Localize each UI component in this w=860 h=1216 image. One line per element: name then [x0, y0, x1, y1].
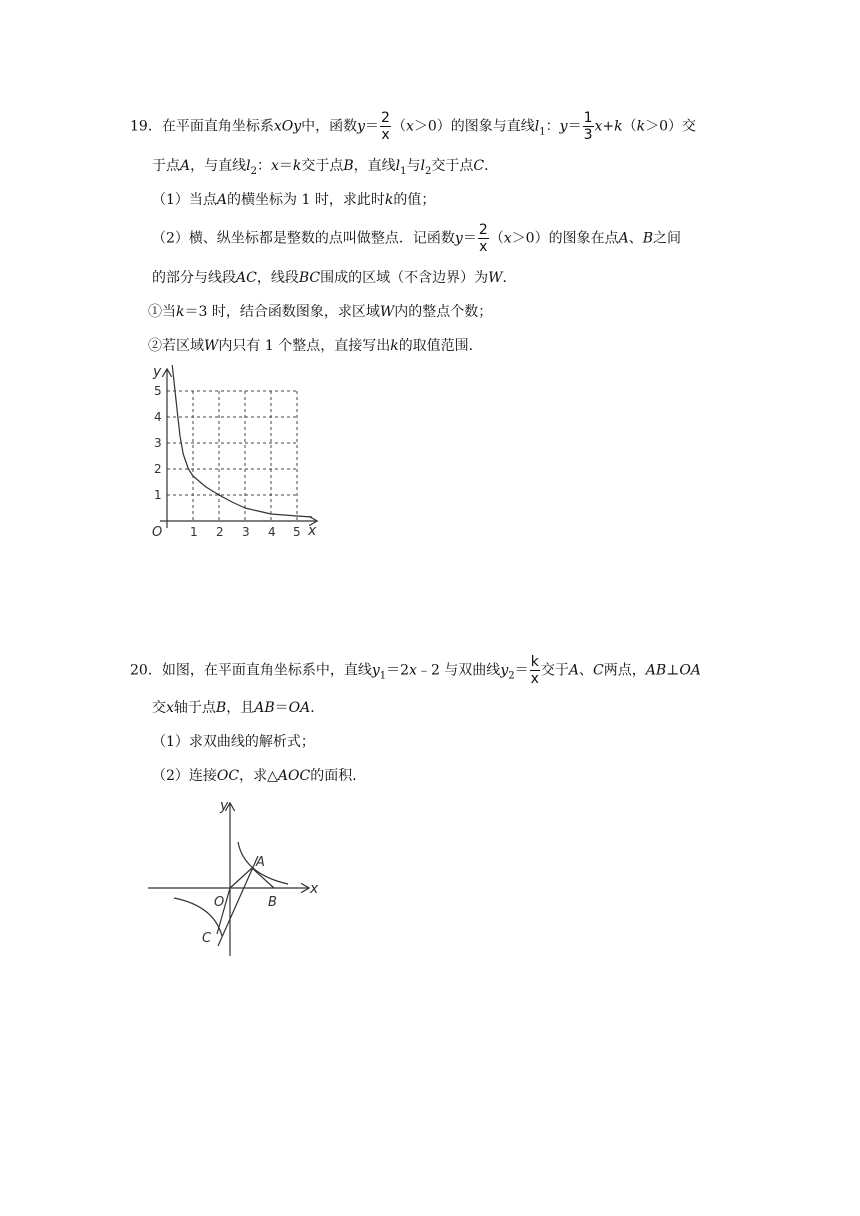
q20-text: 交于	[540, 662, 569, 679]
q20-figure	[140, 794, 340, 964]
q19-text: ＞0）	[413, 118, 451, 135]
equals-sign: ＝	[567, 118, 582, 135]
subscript: 2	[250, 165, 257, 177]
fraction-numerator: 2	[478, 222, 488, 238]
q19-graph	[140, 362, 340, 542]
q19-part-2-cont	[152, 268, 516, 288]
var-y: y	[454, 230, 463, 247]
y-tick-label: 5	[154, 384, 162, 398]
q20-text: 交	[152, 700, 166, 716]
q20-text: ＝2	[386, 662, 410, 679]
q20-part-1	[152, 732, 315, 752]
var-y: y	[357, 118, 366, 135]
x-tick-label: 5	[293, 525, 301, 539]
q19-text: （1）当点	[152, 192, 217, 208]
y-tick-label: 4	[154, 410, 162, 424]
subscript: 1	[400, 165, 407, 177]
point-c: C	[473, 158, 485, 174]
origin-label: O	[214, 895, 225, 910]
q19-text: 的图象在点	[548, 230, 619, 247]
fraction-denominator: x	[479, 239, 488, 255]
x-tick-label: 3	[242, 525, 250, 539]
point-a: A	[180, 158, 191, 174]
q20-text: 两点，	[603, 662, 646, 679]
q20-text: 的面积．	[310, 768, 367, 784]
q19-line-2	[152, 156, 498, 182]
point-a: A	[568, 662, 580, 679]
q19-sub-1	[148, 302, 492, 322]
fraction-1-over-3	[583, 110, 594, 143]
subscript: 1	[379, 670, 387, 682]
fraction-numerator: 1	[583, 110, 593, 126]
y-axis-label: y	[220, 798, 229, 814]
q19-part-1	[152, 190, 435, 210]
equals-sign: ＝	[462, 230, 477, 247]
fraction-numerator: k	[530, 654, 539, 670]
q19-text: ：	[545, 118, 560, 135]
q19-text: 内只有 1 个整点，直接写出	[218, 338, 391, 354]
var-l: l	[534, 118, 540, 135]
q20-text: ，且	[226, 700, 255, 716]
q20-text: 、	[579, 662, 594, 679]
fraction-2-over-x	[478, 222, 489, 255]
q20-part-2	[152, 766, 366, 786]
q19-text: 的横坐标为 1 时，求此时	[227, 192, 385, 208]
fraction-numerator: 2	[381, 110, 390, 126]
segment-ab: AB	[645, 662, 667, 679]
point-a: A	[216, 192, 228, 208]
y-tick-label: 3	[154, 436, 162, 450]
q19-text: ，线段	[256, 270, 299, 286]
q19-text: 当	[162, 304, 176, 320]
y-tick-label: 1	[154, 488, 162, 502]
fraction-2-over-x	[380, 110, 391, 143]
q19-text: ＝3 时，结合函数图象，求区域	[184, 304, 380, 320]
var-k: k	[636, 118, 646, 135]
x-axis-label: x	[308, 523, 317, 539]
fraction-denominator: 3	[583, 127, 593, 143]
circled-number-1: ①	[148, 304, 162, 320]
fraction-denominator: x	[381, 127, 390, 143]
q19-text: ：	[256, 158, 271, 174]
var-x: x	[270, 158, 279, 174]
x-axis-label: x	[310, 881, 319, 897]
origin-label: O	[152, 525, 163, 540]
var-x: x	[409, 662, 417, 679]
equals-sign: ＝	[274, 700, 289, 716]
q19-text: ．	[484, 158, 499, 174]
q19-sub-2	[148, 336, 483, 356]
q20-text: ﹣2 与双曲线	[416, 662, 501, 679]
equals-sign: ＝	[514, 662, 529, 679]
q19-text: 与	[406, 158, 421, 174]
triangle-aoc: AOC	[277, 768, 311, 784]
q20-text: （1）求双曲线的解析式；	[152, 734, 315, 750]
segment-oc: OC	[216, 768, 240, 784]
var-l: l	[420, 158, 426, 174]
q19-text: （	[391, 118, 406, 135]
fraction-k-over-x	[530, 654, 540, 687]
fraction-denominator: x	[530, 671, 539, 687]
point-b: B	[215, 700, 227, 716]
q19-text: 围成的区域（不含边界）为	[320, 270, 489, 286]
point-b: B	[343, 158, 354, 174]
y-axis-label: y	[153, 364, 162, 380]
q19-text: 中，函数	[301, 118, 358, 135]
x-tick-label: 1	[190, 525, 198, 539]
q19-text: （	[489, 230, 504, 247]
q20-text: ，求△	[239, 768, 278, 784]
q19-text: 若区域	[162, 338, 204, 354]
q19-text: 内的整点个数；	[394, 304, 493, 320]
q19-text: ＞0）交	[645, 118, 697, 135]
y-tick-label: 2	[154, 462, 162, 476]
equals-sign: ＝	[278, 158, 293, 174]
point-a-label: A	[256, 855, 265, 870]
segment-oa: OA	[679, 662, 701, 679]
segment-bc: BC	[298, 270, 321, 286]
var-l: l	[246, 158, 251, 174]
q20-line-2	[152, 698, 324, 718]
q19-text: 在平面直角坐标系	[161, 118, 274, 135]
equals-sign: ＝	[365, 118, 380, 135]
point-c-label: C	[202, 931, 212, 946]
q20-number: 20．	[130, 662, 162, 679]
subscript: 2	[508, 670, 515, 682]
perpendicular-symbol: ⊥	[666, 662, 680, 679]
coord-system-label: xOy	[273, 118, 302, 135]
q19-text: ＞0）	[511, 230, 549, 247]
q19-text: 的值；	[393, 192, 436, 208]
var-k: k	[176, 304, 185, 320]
point-b-label: B	[268, 895, 277, 910]
var-y: y	[371, 662, 380, 679]
q19-number: 19．	[130, 118, 162, 135]
var-k: k	[390, 338, 399, 354]
segment-ab: AB	[254, 700, 275, 716]
var-x: x+	[594, 118, 615, 135]
x-tick-label: 4	[268, 525, 276, 539]
var-x: x	[166, 700, 174, 716]
region-w: W	[204, 338, 219, 354]
q19-text: 的取值范围．	[398, 338, 483, 354]
var-k: k	[384, 192, 394, 208]
var-l: l	[395, 158, 401, 174]
q19-text: 交于点	[301, 158, 344, 174]
q20-text: （2）连接	[152, 768, 217, 784]
q19-text: 于点	[152, 158, 180, 174]
region-w: W	[488, 270, 503, 286]
point-c: C	[593, 662, 604, 679]
var-k: k	[292, 158, 302, 174]
var-y: y	[559, 118, 568, 135]
var-x: x	[503, 230, 512, 247]
segment-oa: OA	[288, 700, 311, 716]
q19-text: 的图象与直线	[450, 118, 535, 135]
q20-text: 轴于点	[173, 700, 216, 716]
q19-text: （	[622, 118, 637, 135]
q19-part-2	[152, 222, 681, 255]
circled-number-2: ②	[148, 338, 162, 354]
q19-text: 的部分与线段	[152, 270, 236, 286]
subscript: 2	[425, 165, 432, 177]
q19-text: 、	[628, 230, 643, 247]
q20-text: 如图，在平面直角坐标系中，直线	[161, 662, 372, 679]
q19-text: （2）横、纵坐标都是整数的点叫做整点．记函数	[152, 230, 455, 247]
q19-text: ，直线	[353, 158, 396, 174]
q19-text: 之间	[653, 230, 681, 247]
q20-line-1	[130, 654, 701, 687]
q19-text: 交于点	[431, 158, 474, 174]
point-a: A	[618, 230, 629, 247]
subscript: 1	[539, 126, 546, 138]
x-tick-label: 2	[216, 525, 224, 539]
q20-text: ．	[310, 700, 325, 716]
segment-ac: AC	[236, 270, 257, 286]
q19-text: ．	[502, 270, 517, 286]
q19-text: ，与直线	[190, 158, 247, 174]
var-x: x	[405, 118, 414, 135]
var-k: k	[614, 118, 623, 135]
point-b: B	[642, 230, 653, 247]
q19-line-1	[130, 110, 696, 143]
var-y: y	[500, 662, 509, 679]
region-w: W	[379, 304, 395, 320]
